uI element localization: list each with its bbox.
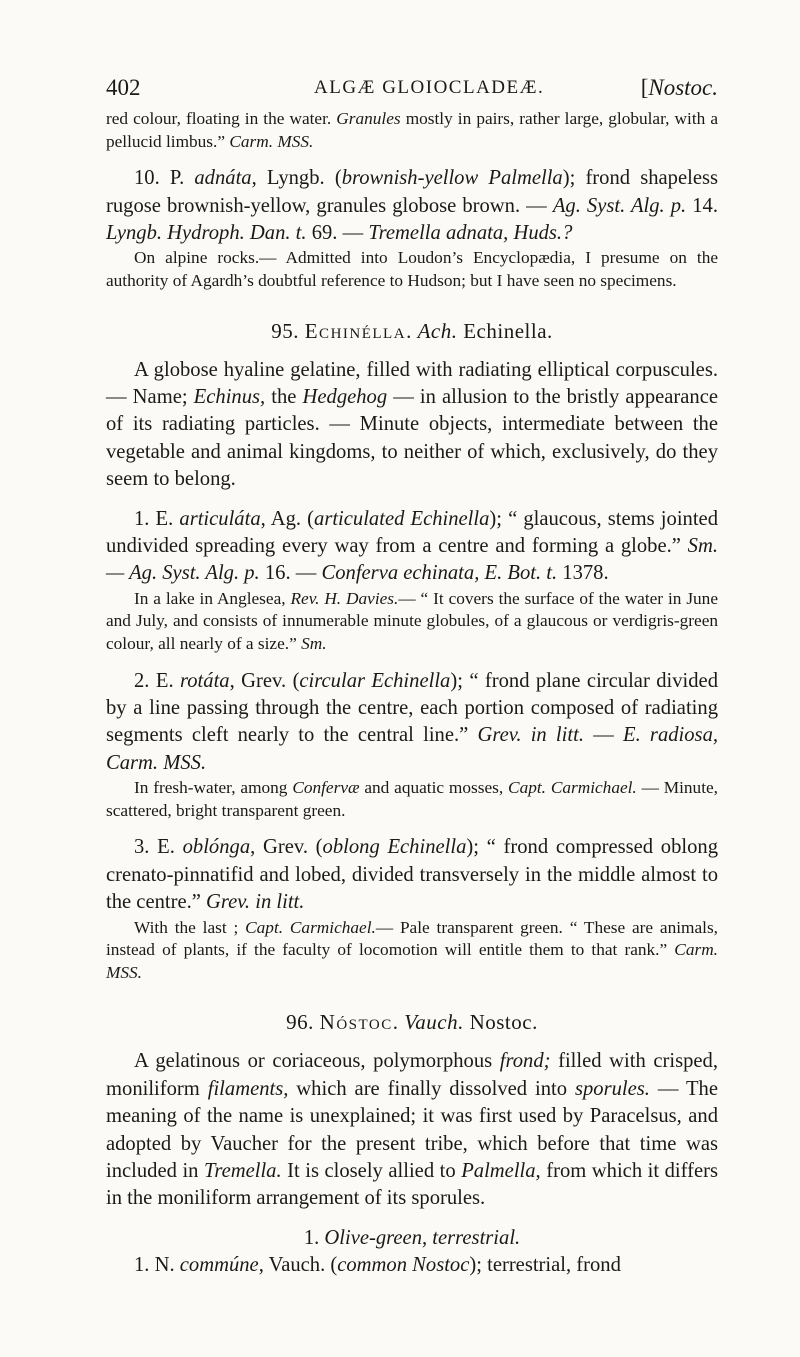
synonym: Conferva echinata, E. Bot. t. bbox=[321, 562, 558, 585]
text: mostly in pairs, rather large, globular, with a pellucid limbus.” bbox=[106, 109, 719, 151]
reference: Ag. Syst. Alg. p. bbox=[552, 194, 687, 217]
common-name: brownish-yellow Palmella bbox=[341, 167, 563, 190]
text: , Lyngb. ( bbox=[251, 167, 342, 190]
text: 14. bbox=[686, 194, 719, 217]
genus-description-nostoc bbox=[106, 1048, 718, 1212]
species-number: 10. P. bbox=[134, 167, 195, 190]
text: A gelatinous or coriaceous, polymorphous bbox=[134, 1050, 500, 1073]
text: With the last ; bbox=[134, 917, 246, 937]
term: Echinus, bbox=[193, 386, 266, 408]
text: — “ It covers the surface of the water in June and July, and consists of innumerable minute globules, of a glaucous or verdigris-green colour, all nearly of a size.” bbox=[106, 588, 718, 654]
text: , Grev. ( bbox=[229, 669, 300, 692]
text: ); frond shapeless rugose brownish-yellow, granules globose brown. — bbox=[106, 167, 718, 217]
term: frond; bbox=[499, 1050, 551, 1073]
genus-common-name: Nostoc. bbox=[463, 1010, 538, 1035]
paragraph-granules bbox=[106, 108, 718, 153]
section-bracket: [ bbox=[640, 75, 649, 100]
genus-common-name: Echinella. bbox=[457, 318, 553, 343]
species-name: articuláta bbox=[179, 507, 261, 530]
text: , Vauch. ( bbox=[258, 1254, 338, 1277]
genus-description-echinella bbox=[106, 357, 718, 494]
habitat-note bbox=[106, 588, 718, 656]
text: In fresh-water, among bbox=[134, 778, 293, 798]
genus-number: 96. bbox=[286, 1010, 320, 1035]
species-entry-palmella-adnata bbox=[106, 165, 718, 247]
text: 16. — bbox=[259, 562, 322, 585]
text: — The meaning of the name is unexplained; it was first used by Paracelsus, and adopted by Vaucher for the present tribe, which before that time was included in bbox=[106, 1077, 718, 1183]
term: Hedgehog bbox=[302, 386, 388, 408]
text: ); “ frond compressed oblong crenato-pinnatifid and lobed, divided transversely in the middle almost to the centre.” bbox=[106, 836, 718, 914]
genus-reference: Palmella, bbox=[461, 1160, 541, 1183]
habitat-note bbox=[106, 917, 718, 985]
text: , Ag. ( bbox=[260, 507, 315, 530]
collector: Rev. H. Davies. bbox=[290, 588, 399, 608]
text: In a lake in Anglesea, bbox=[134, 588, 291, 608]
citation: Carm. MSS. bbox=[106, 940, 718, 982]
species-name: rotáta bbox=[180, 669, 230, 692]
text: and aquatic mosses, bbox=[359, 778, 509, 798]
text: ); terrestrial, frond bbox=[469, 1254, 621, 1277]
reference: Grev. in litt. bbox=[206, 891, 305, 914]
reference: Grev. in litt. bbox=[477, 724, 584, 747]
text: A globose hyaline gelatine, filled with radiating elliptical corpuscules. — Name; bbox=[106, 358, 718, 408]
genus-authority: Vauch. bbox=[404, 1010, 464, 1035]
genus-heading-echinella bbox=[106, 317, 718, 345]
running-section bbox=[641, 74, 718, 102]
text: ); “ frond plane circular divided by a line passing through the centre, each portion composed of radiating segments cleft nearly to the central line.” bbox=[106, 669, 718, 747]
term: filaments, bbox=[207, 1077, 289, 1100]
subsection-heading bbox=[106, 1225, 718, 1252]
text: filled with crisped, moniliform bbox=[106, 1050, 718, 1100]
genus-number: 95. bbox=[271, 318, 305, 343]
text: . bbox=[392, 1010, 405, 1035]
species-number: 1. E. bbox=[134, 507, 180, 530]
species-entry-echinella-articulata bbox=[106, 506, 718, 588]
common-name: common Nostoc bbox=[337, 1254, 470, 1277]
species-entry-echinella-rotata bbox=[106, 668, 718, 778]
species-number: 3. E. bbox=[134, 836, 183, 859]
text: which are finally dissolved into bbox=[288, 1077, 575, 1100]
species-name: oblónga bbox=[182, 836, 251, 859]
genus-reference: Tremella. bbox=[204, 1160, 282, 1183]
citation: Sm. bbox=[301, 634, 327, 654]
running-head bbox=[106, 74, 718, 108]
term: Confervæ bbox=[292, 778, 360, 798]
synonym: Tremella adnata, Huds.? bbox=[368, 222, 573, 244]
species-number: 2. E. bbox=[134, 669, 181, 692]
genus-name: Echinélla bbox=[304, 318, 407, 343]
subsection-number: 1. bbox=[303, 1226, 325, 1249]
habitat-note bbox=[106, 777, 718, 822]
term: sporules. bbox=[574, 1077, 650, 1100]
reference: Lyngb. Hydroph. Dan. t. bbox=[106, 222, 307, 244]
species-name: adnáta bbox=[194, 167, 252, 190]
common-name: oblong Echinella bbox=[322, 836, 467, 859]
subsection-title: Olive-green, terrestrial. bbox=[324, 1226, 521, 1249]
text: the bbox=[265, 386, 303, 408]
species-entry-echinella-oblonga bbox=[106, 834, 718, 916]
collector: Capt. Carmichael. bbox=[245, 917, 376, 937]
genus-authority: Ach. bbox=[417, 318, 458, 343]
text: . bbox=[406, 318, 418, 343]
common-name: circular Echinella bbox=[299, 669, 451, 692]
common-name: articulated Echinella bbox=[314, 507, 490, 530]
text: — Minute, scattered, bright transparent green. bbox=[106, 778, 718, 820]
text: 1378. bbox=[557, 562, 609, 585]
collector: Capt. Carmichael. bbox=[508, 778, 637, 798]
running-title: ALGÆ GLOIOCLADEÆ. bbox=[314, 77, 545, 98]
genus-name: Nóstoc bbox=[319, 1010, 393, 1035]
text: It is closely allied to bbox=[281, 1160, 462, 1183]
text: 69. — bbox=[306, 222, 369, 244]
synonym: E. radiosa, Carm. MSS. bbox=[106, 724, 719, 774]
habitat-note: On alpine rocks.— Admitted into Loudon’s Encyclopædia, I presume on the authority of Agardh’s doubtful reference to Hudson; but I have seen no specimens. bbox=[106, 248, 718, 290]
text: , Grev. ( bbox=[250, 836, 323, 859]
reference: Sm. — Ag. Syst. Alg. p. bbox=[106, 535, 718, 585]
genus-heading-nostoc bbox=[106, 1008, 718, 1036]
text: red colour, floating in the water. bbox=[106, 109, 337, 128]
term: Granules bbox=[336, 109, 401, 128]
text: from which it differs in the moniliform arrangement of its sporules. bbox=[106, 1160, 718, 1210]
species-name: commúne bbox=[179, 1254, 259, 1277]
text: — in allusion to the bristly appearance of its radiating particles. — Minute objects, intermediate between the vegetable and animal kingdoms, to neither of which, exclusively, do they seem to belong. bbox=[106, 386, 718, 491]
text: — bbox=[583, 724, 623, 747]
citation: Carm. MSS. bbox=[229, 131, 314, 151]
species-entry-nostoc-commune bbox=[106, 1252, 718, 1279]
species-number: 1. N. bbox=[134, 1254, 180, 1277]
page-number: 402 bbox=[106, 75, 141, 100]
text: — Pale transparent green. “ These are animals, instead of plants, if the faculty of locomotion will entitle them to that rank.” bbox=[106, 917, 718, 960]
text: ); “ glaucous, stems jointed undivided spreading every way from a centre and forming a globe.” bbox=[106, 507, 718, 558]
section-title: Nostoc. bbox=[648, 75, 718, 100]
